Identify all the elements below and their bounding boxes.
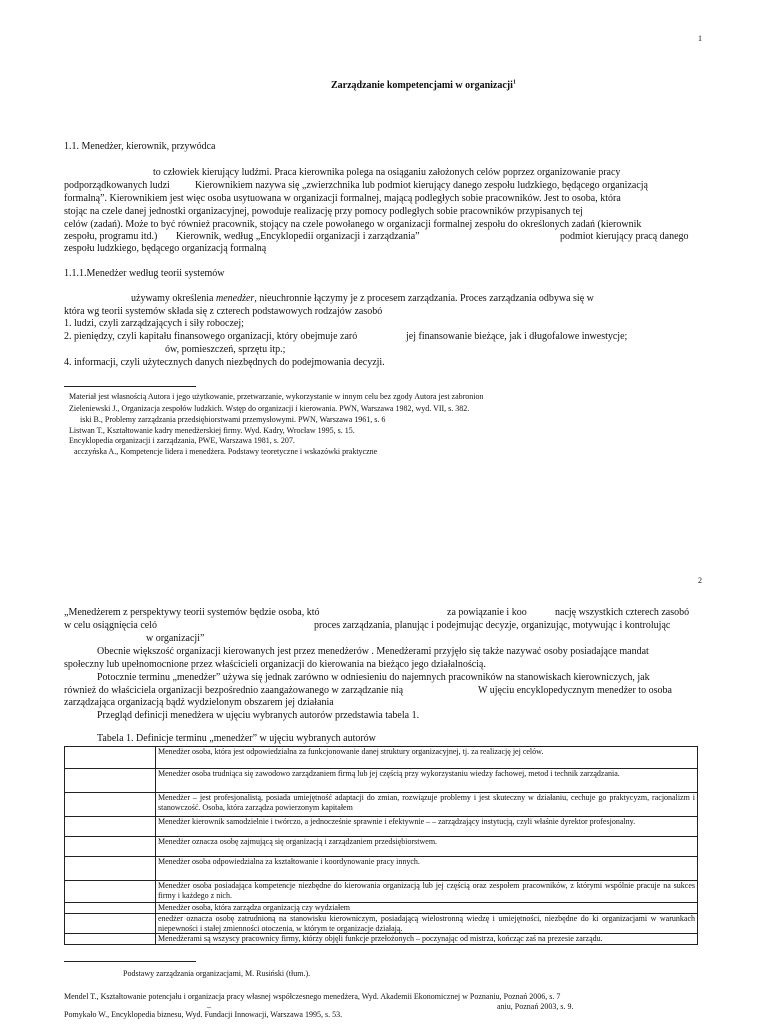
footnote: acczyńska A., Kompetencje lidera i menedżera. Podstawy teoretyczne i wskazówki praktyczne <box>74 447 378 456</box>
table-cell-definition: Menedżer oznacza osobę zajmującą się organizacją i zarządzaniem przedsiębiorstwem. <box>156 837 698 857</box>
paragraph-line: zespołu, programu itd.) <box>64 231 158 242</box>
paragraph-text: , nieuchronnie łączymy je z procesem zarządzania. Proces zarządzania odbywa się w <box>254 293 594 304</box>
paragraph-line: „Menedżerem z perspektywy teorii systemów będzie osoba, któ <box>64 607 320 618</box>
table-cell-definition: Menedżer osoba, która zarządza organizacją czy wydziałem <box>156 903 698 914</box>
footnote: Listwan T., Kształtowanie kadry menedżerskiej firmy. Wyd. Kadry, Wrocław 1995, s. 15. <box>69 426 355 435</box>
table-cell-author <box>65 817 156 837</box>
list-item: 2. pieniędzy, czyli kapitału finansowego organizacji, który obejmuje zaró <box>64 331 358 342</box>
table-row <box>65 817 698 837</box>
paragraph-line: proces zarządzania, planując i podejmując decyzje, organizując, motywując i kontrolując <box>314 620 671 631</box>
table-row <box>65 914 698 934</box>
list-item: ów, pomieszczeń, sprzętu itp.; <box>165 344 286 355</box>
table-cell-definition: Menedżer osoba trudniąca się zawodowo zarządzaniem firmą lub jej częścią przy wykorzystaniu wiedzy fachowej, metod i technik zarządzania. <box>156 769 698 793</box>
footnote: Zieleniewski J., Organizacja zespołów ludzkich. Wstęp do organizacji i kierowania. PWN, Warszawa 1982, wyd. VII, s. 382. <box>69 404 470 413</box>
footnote-separator <box>64 386 196 387</box>
page-number-2: 2 <box>698 576 702 585</box>
footnote: Materiał jest własnością Autora i jego użytkowanie, przetwarzanie, wykorzystanie w innym celu bez zgody Autora jest zabronion <box>69 392 484 401</box>
footnote: aniu, Poznań 2003, s. 9. <box>497 1002 574 1011</box>
section-heading: 1.1. Menedżer, kierownik, przywódca <box>64 141 216 152</box>
table-cell-author <box>65 837 156 857</box>
paragraph-line <box>131 293 594 305</box>
definitions-table <box>64 746 698 945</box>
table-cell-author <box>65 857 156 881</box>
table-cell-author <box>65 793 156 817</box>
footnote-separator <box>64 961 196 962</box>
table-row <box>65 747 698 769</box>
paragraph-line: podporządkowanych ludzi <box>64 180 170 191</box>
document-title-text: Zarządzanie kompetencjami w organizacji <box>331 80 513 91</box>
paragraph-line: W ujęciu encyklopedycznym menedżer to osoba <box>478 685 672 696</box>
paragraph-line: Obecnie większość organizacji kierowanych jest przez menedżerów . Menedżerami przyjęło się także nazywać osoby posiadające mandat <box>97 646 649 657</box>
table-cell-author <box>65 903 156 914</box>
table-cell-definition: Menedżer osoba posiadająca kompetencje niezbędne do kierowania organizacją lub jej częścią oraz zespołem pracowników, z którymi wspólnie pracuje na sukces firmy i każdego z nich. <box>156 881 698 903</box>
list-item: jej finansowanie bieżące, jak i długofalowe inwestycje; <box>406 331 628 342</box>
term-menedzer: menedżer <box>215 293 255 304</box>
footnote: Pomykało W., Encyklopedia biznesu, Wyd. Fundacji Innowacji, Warszawa 1995, s. 53. <box>64 1010 343 1019</box>
paragraph-line: Przegląd definicji menedżera w ujęciu wybranych autorów przedstawia tabela 1. <box>97 710 420 721</box>
table-row <box>65 837 698 857</box>
list-item: 1. ludzi, czyli zarządzających i siły roboczej; <box>64 318 244 329</box>
table-cell-definition: Menedżer osoba odpowiedzialna za kształtowanie i koordynowanie pracy innych. <box>156 857 698 881</box>
table-cell-author <box>65 881 156 903</box>
paragraph-text: używamy określenia <box>131 293 214 304</box>
table-cell-definition: enedżer oznacza osobę zatrudnioną na stanowisku kierowniczym, posiadającą wielostronną wiedzę i umiejętności, niezbędne do ki organizacjami w warunkach niepewności i stałej zmienności otoczenia, w którym te organizacje działają. <box>156 914 698 934</box>
table-row <box>65 934 698 945</box>
paragraph-line: zarządzająca organizacją bądź wydzielonym obszarem jej działania <box>64 697 334 708</box>
table-cell-author <box>65 769 156 793</box>
table-cell-definition: Menedżerami są wszyscy pracownicy firmy, którzy objęli funkcje przełożonych – poczynając od mistrza, kończąc zaś na prezesie zarządu. <box>156 934 698 945</box>
paragraph-line: która wg teorii systemów składa się z czterech podstawowych rodzajów zasobó <box>64 306 383 317</box>
paragraph-line: podmiot kierujący pracą danego <box>560 231 689 242</box>
table-cell-definition: Menedżer – jest profesjonalistą, posiada umiejętność adaptacji do zmian, rozwiązuje problemy i jest skuteczny w działaniu, cechuje go praktycyzm, racjonalizm i stanowczość. Osoba, która zarządza powierzonym kapitałem <box>156 793 698 817</box>
paragraph-line: również do właściciela organizacji bezpośrednio zaangażowanego w zarządzanie nią <box>64 685 404 696</box>
paragraph-line: nację wszystkich czterech zasobó <box>555 607 690 618</box>
subsection-heading: 1.1.1.Menedżer według teorii systemów <box>64 268 225 279</box>
table-cell-definition: Menedżer osoba, która jest odpowiedzialna za funkcjonowanie danej struktury organizacyjnej, tj. za realizację jej celów. <box>156 747 698 769</box>
list-item: 4. informacji, czyli użytecznych danych niezbędnych do podejmowania decyzji. <box>64 357 385 368</box>
paragraph-line: to człowiek kierujący ludźmi. Praca kierownika polega na osiąganiu założonych celów poprzez organizowanie pracy <box>153 167 621 178</box>
paragraph-line: Kierownikiem nazywa się „zwierzchnika lub podmiot kierujący danego zespołu ludzkiego, będącego organizacją <box>195 180 648 191</box>
table-cell-definition: Menedżer kierownik samodzielnie i twórczo, a jednocześnie sprawnie i efektywnie – – zarządzający instytucją, czyli właśnie dyrektor profesjonalny. <box>156 817 698 837</box>
paragraph-line: w organizacji” <box>146 633 205 644</box>
paragraph-line: Kierownik, według „Encyklopedii organizacji i zarządzania” <box>176 231 420 242</box>
paragraph-line: społeczny lub upełnomocnione przez właścicieli organizacji do kierowania na bieżąco jego działalnością. <box>64 659 486 670</box>
document-title <box>331 80 516 91</box>
footnote: Encyklopedia organizacji i zarządzania, PWE, Warszawa 1981, s. 207. <box>69 436 295 445</box>
paragraph-line: zespołu ludzkiego, będącego organizacją formalną <box>64 243 267 254</box>
title-footnote-marker: 1 <box>512 79 516 86</box>
paragraph-line: celów (zadań). Może to być również pracownik, stojący na czele powołanego w organizacji formalnej zespołu do określonych zadań (kierownik <box>64 219 642 230</box>
paragraph-line: w celu osiągnięcia celó <box>64 620 158 631</box>
paragraph-line: stojąc na czele danej jednostki organizacyjnej, powoduje realizację przy pomocy podległych sobie pracowników przypisanych tej <box>64 206 583 217</box>
footnote: – <box>207 1002 211 1011</box>
table-row <box>65 857 698 881</box>
table-row <box>65 793 698 817</box>
footnote: Podstawy zarządzania organizacjami, M. Rusiński (tłum.). <box>123 969 311 978</box>
table-cell-author <box>65 934 156 945</box>
footnote: iski B., Problemy zarządzania przedsiębiorstwami przemysłowymi. PWN, Warszawa 1961, s. 6 <box>80 415 386 424</box>
table-cell-author <box>65 914 156 934</box>
table-row <box>65 881 698 903</box>
table-caption: Tabela 1. Definicje terminu „menedżer” w ujęciu wybranych autorów <box>97 733 376 744</box>
table-row <box>65 903 698 914</box>
paragraph-line: formalną”. Kierownikiem jest więc osoba usytuowana w organizacji formalnej, mającą podległych sobie pracowników. Jest to osoba, która <box>64 193 621 204</box>
paragraph-line: Potocznie terminu „menedżer” używa się jednak zarówno w odniesieniu do najemnych pracowników na stanowiskach kierowniczych, jak <box>97 672 650 683</box>
paragraph-line: za powiązanie i koo <box>447 607 527 618</box>
page-number-1: 1 <box>698 34 702 43</box>
footnote: Mendel T., Kształtowanie potencjału i organizacja pracy własnej współczesnego menedżera, Wyd. Akademii Ekonomicznej w Poznaniu, Poznań 2006, s. 7 <box>64 992 561 1001</box>
table-cell-author <box>65 747 156 769</box>
table-row <box>65 769 698 793</box>
